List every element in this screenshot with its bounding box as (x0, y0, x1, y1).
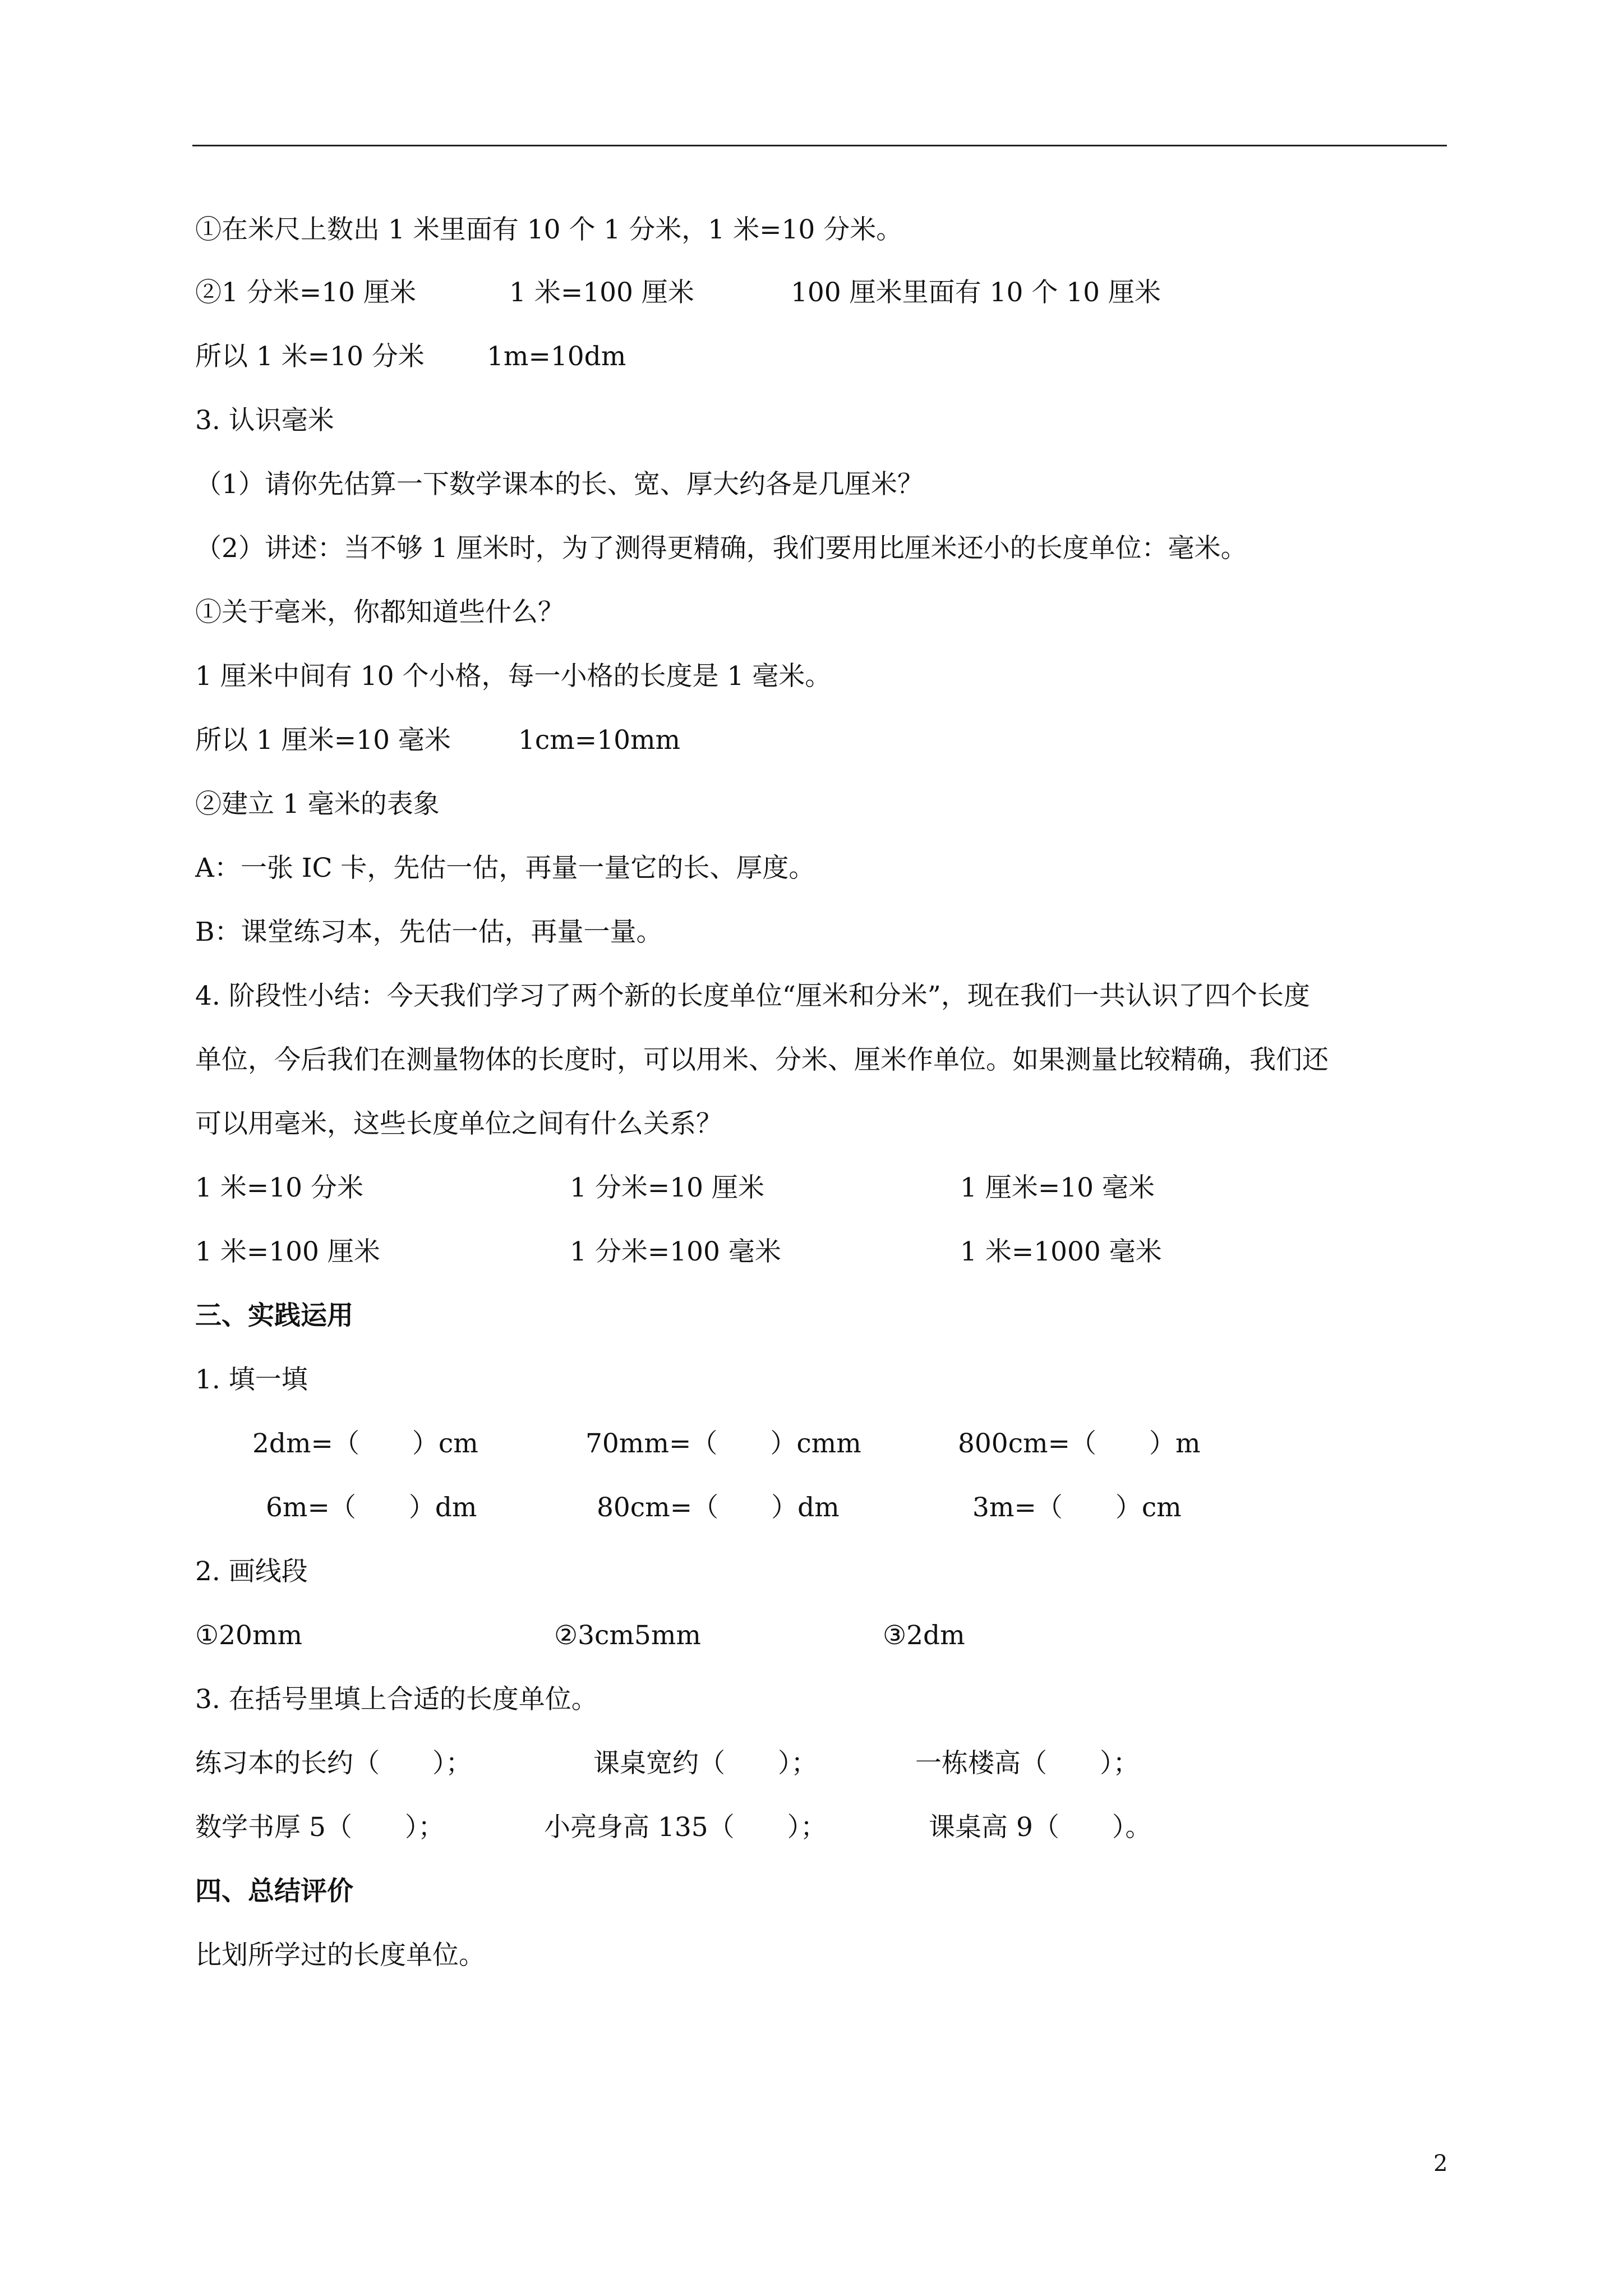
page-number: 2 (1433, 2151, 1448, 2177)
text-segment: ②1 分米=10 厘米 (195, 277, 416, 308)
text-segment: 100 厘米里面有 10 个 10 厘米 (791, 277, 1161, 308)
section-title: 三、实践运用 (195, 1300, 353, 1331)
text-line: 2. 画线段 (195, 1556, 308, 1587)
text-segment: 1 分米=10 厘米 (570, 1172, 764, 1203)
text-segment: 1 米=10 分米 (195, 1172, 363, 1203)
text-segment: 小亮身高 135（ ）； (544, 1812, 827, 1843)
text-segment: 2dm=（ ）cm (252, 1428, 478, 1459)
text-line: 4. 阶段性小结：今天我们学习了两个新的长度单位“厘米和分米”，现在我们一共认识了四个长度 (195, 981, 1310, 1011)
text-segment: 练习本的长约（ ）； (195, 1748, 472, 1779)
text-segment: 1 分米=100 毫米 (570, 1236, 781, 1267)
section-title: 四、总结评价 (195, 1876, 353, 1907)
text-segment: ①20mm (195, 1620, 303, 1651)
text-line: ②建立 1 毫米的表象 (195, 789, 440, 820)
text-segment: 800cm=（ ）m (958, 1428, 1201, 1459)
text-line: ①关于毫米，你都知道些什么？ (195, 597, 564, 628)
text-segment: 1 米=100 厘米 (195, 1236, 380, 1267)
text-segment: 数学书厚 5（ ）； (195, 1812, 445, 1843)
text-segment: 一栋楼高（ ）； (915, 1748, 1140, 1779)
text-segment: 1cm=10mm (518, 725, 681, 756)
text-segment: 课桌宽约（ ）； (593, 1748, 818, 1779)
text-segment: 6m=（ ）dm (266, 1492, 477, 1523)
text-segment: 1 厘米=10 毫米 (960, 1172, 1155, 1203)
text-line: 单位，今后我们在测量物体的长度时，可以用米、分米、厘米作单位。如果测量比较精确，我们还 (195, 1045, 1329, 1075)
text-line: 3. 在括号里填上合适的长度单位。 (195, 1684, 598, 1715)
text-segment: ②3cm5mm (554, 1620, 701, 1651)
text-segment: 1 米=1000 毫米 (960, 1236, 1162, 1267)
text-segment: 所以 1 米=10 分米 (195, 341, 425, 372)
text-segment: 1m=10dm (487, 341, 626, 372)
text-line: 1 厘米中间有 10 个小格，每一小格的长度是 1 毫米。 (195, 661, 832, 692)
text-segment: 1 米=100 厘米 (509, 277, 694, 308)
section-heading: 3. 认识毫米 (195, 405, 334, 436)
text-segment: 所以 1 厘米=10 毫米 (195, 725, 451, 756)
text-line: B：课堂练习本，先估一估，再量一量。 (195, 917, 663, 947)
text-line: 比划所学过的长度单位。 (195, 1940, 485, 1971)
text-line: ①在米尺上数出 1 米里面有 10 个 1 分米，1 米=10 分米。 (195, 214, 903, 245)
text-line: （2）讲述：当不够 1 厘米时，为了测得更精确，我们要用比厘米还小的长度单位：毫米。 (195, 533, 1247, 564)
text-segment: 80cm=（ ）dm (597, 1492, 840, 1523)
text-line: 可以用毫米，这些长度单位之间有什么关系？ (195, 1108, 722, 1139)
text-segment: ③2dm (883, 1620, 965, 1651)
text-line: （1）请你先估算一下数学课本的长、宽、厚大约各是几厘米？ (195, 469, 924, 500)
text-line: A：一张 IC 卡，先估一估，再量一量它的长、厚度。 (195, 853, 815, 884)
text-segment: 3m=（ ）cm (972, 1492, 1182, 1523)
header-rule (192, 145, 1447, 146)
text-line: 1. 填一填 (195, 1364, 308, 1395)
text-segment: 70mm=（ ）cmm (585, 1428, 861, 1459)
text-segment: 课桌高 9（ ）。 (929, 1812, 1152, 1843)
